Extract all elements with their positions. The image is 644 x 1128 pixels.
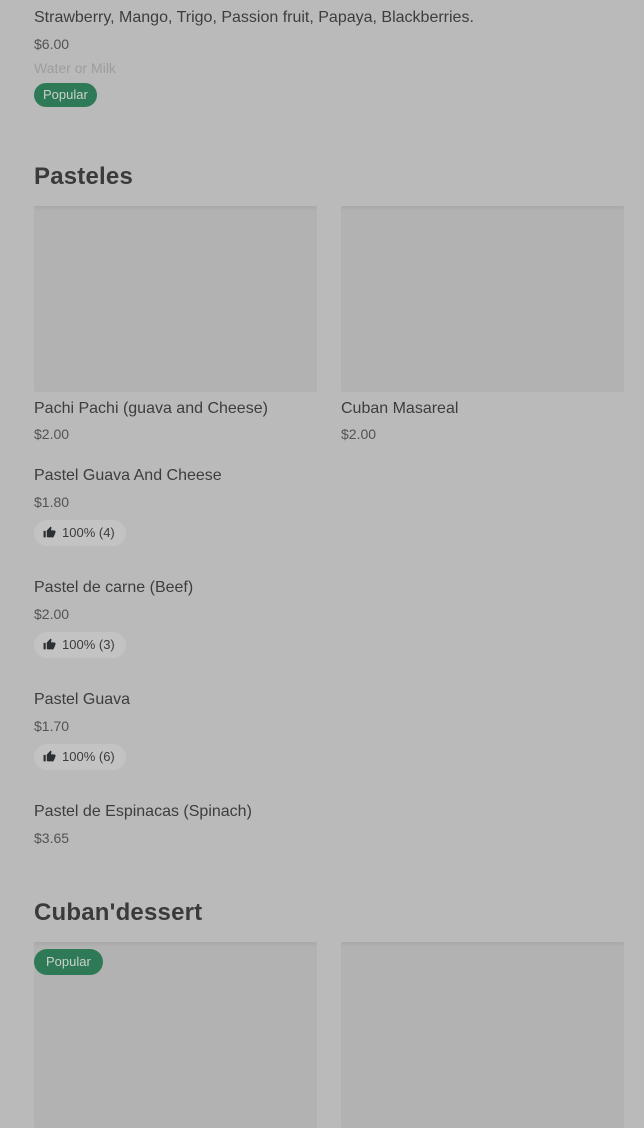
rating-text: 100% (4)	[62, 525, 115, 540]
item-price: $6.00	[34, 36, 70, 52]
carousel-card[interactable]	[341, 942, 624, 1128]
menu-item[interactable]	[34, 802, 624, 847]
card-item-name: Pachi Pachi (guava and Cheese)	[34, 400, 268, 417]
section-title: Cuban'dessert	[34, 899, 203, 926]
rating-text: 100% (3)	[62, 637, 115, 652]
menu-item[interactable]	[34, 690, 624, 770]
item-name: Pastel Guava	[34, 691, 131, 708]
card-item-price: $2.00	[341, 426, 377, 442]
item-price: $1.80	[34, 494, 70, 510]
carousel-card[interactable]	[341, 206, 624, 442]
dessert-carousel	[34, 942, 624, 1128]
section-pasteles	[34, 163, 624, 847]
item-option-note: Water or Milk	[34, 60, 116, 76]
carousel-card[interactable]	[34, 942, 317, 1128]
menu-item[interactable]	[34, 578, 624, 658]
rating-badge	[34, 520, 126, 546]
item-price: $2.00	[34, 606, 70, 622]
menu-item-top[interactable]	[34, 8, 624, 107]
thumbs-up-icon	[43, 526, 56, 539]
rating-text: 100% (6)	[62, 749, 115, 764]
rating-badge	[34, 632, 126, 658]
card-item-name: Cuban Masareal	[341, 400, 459, 417]
menu-item[interactable]	[34, 466, 624, 546]
food-image-placeholder[interactable]	[34, 206, 317, 392]
food-image-placeholder[interactable]	[34, 942, 317, 1128]
item-name: Pastel Guava And Cheese	[34, 467, 222, 484]
popular-badge: Popular	[34, 83, 97, 107]
item-price: $3.65	[34, 830, 70, 846]
popular-badge: Popular	[34, 949, 103, 975]
section-title: Pasteles	[34, 163, 134, 190]
card-item-price: $2.00	[34, 426, 70, 442]
food-image-placeholder[interactable]	[341, 942, 624, 1128]
thumbs-up-icon	[43, 638, 56, 651]
item-name: Pastel de carne (Beef)	[34, 579, 194, 596]
item-name: Pastel de Espinacas (Spinach)	[34, 803, 252, 820]
item-price: $1.70	[34, 718, 70, 734]
item-description: Strawberry, Mango, Trigo, Passion fruit, Papaya, Blackberries.	[34, 9, 474, 26]
thumbs-up-icon	[43, 750, 56, 763]
carousel-card[interactable]	[34, 206, 317, 442]
food-image-placeholder[interactable]	[341, 206, 624, 392]
pasteles-carousel	[34, 206, 624, 442]
rating-badge	[34, 744, 126, 770]
